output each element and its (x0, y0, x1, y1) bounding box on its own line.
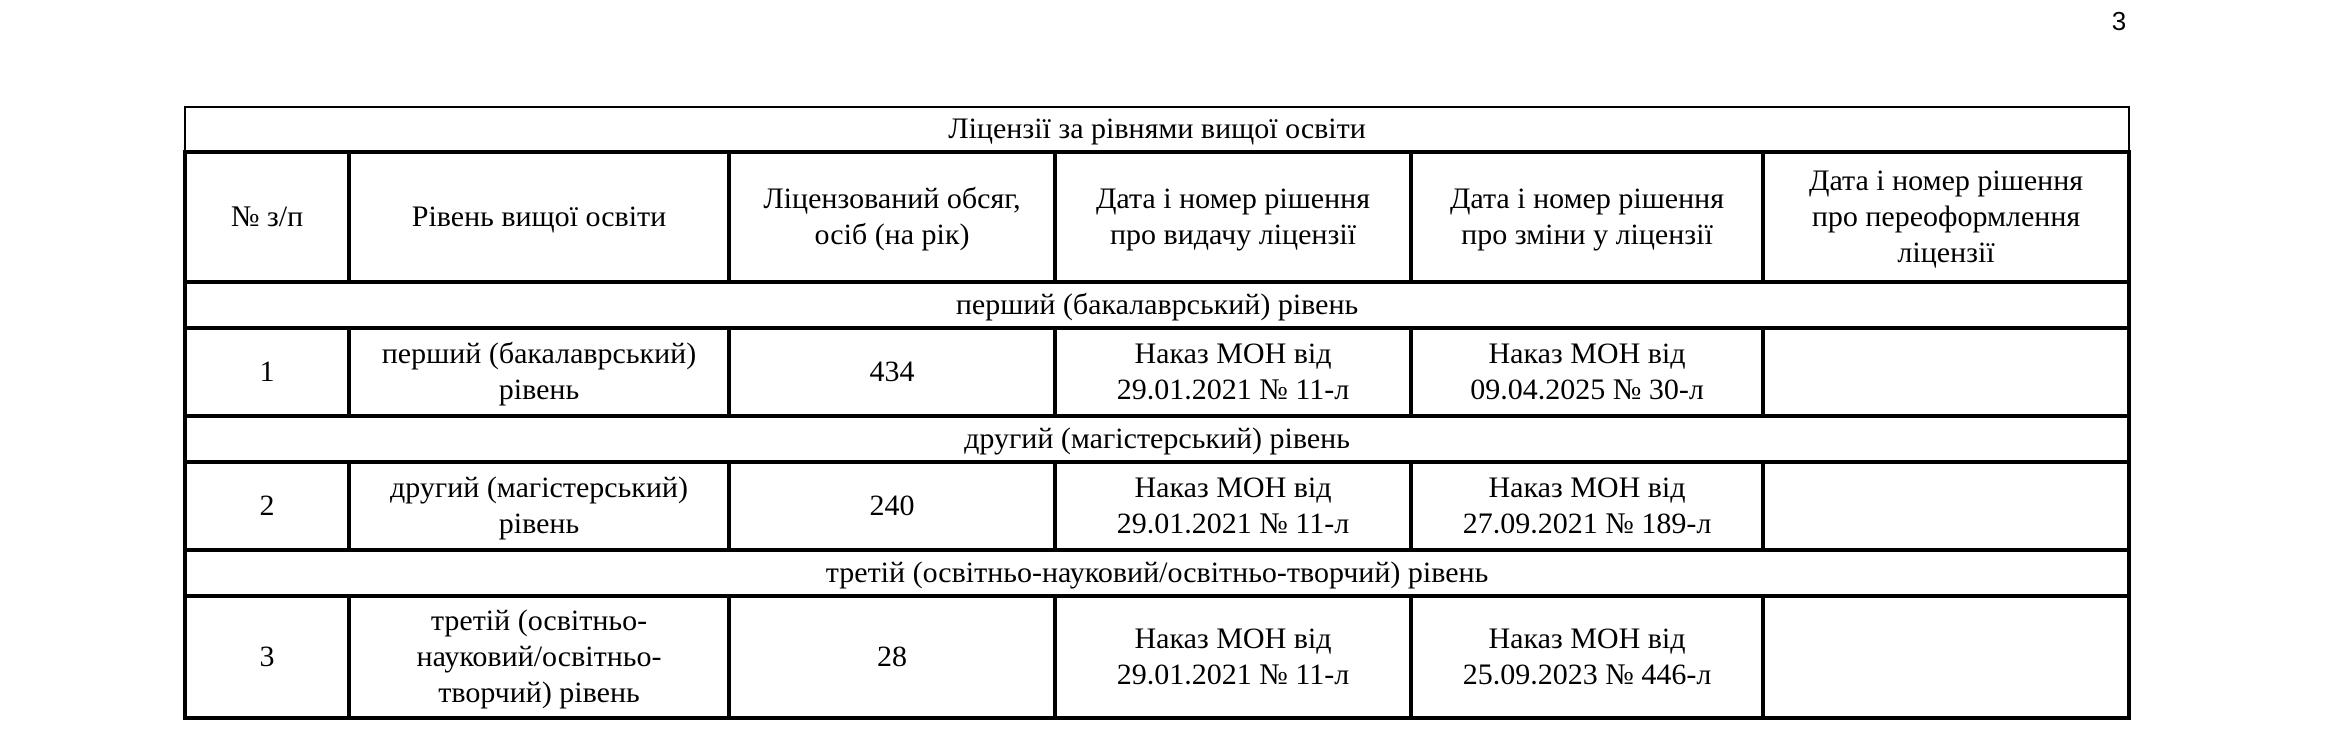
row-changes (1411, 328, 1763, 416)
row-reissue (1763, 596, 2129, 718)
table-title: Ліцензії за рівнями вищої освіти (185, 107, 2129, 152)
table-row (185, 462, 2129, 550)
row-changes-line2: 25.09.2023 № 446-л (1462, 658, 1712, 691)
row-changes (1411, 596, 1763, 718)
row-volume: 240 (729, 462, 1055, 550)
row-issue-line2: 29.01.2021 № 11-л (1116, 507, 1350, 540)
row-num: 3 (185, 596, 349, 718)
row-issue-line1: Наказ МОН від (1134, 337, 1332, 370)
row-issue (1055, 328, 1411, 416)
row-issue-line2: 29.01.2021 № 11-л (1116, 373, 1350, 406)
header-changes: Дата і номер рішення про зміни у ліцензії (1411, 152, 1763, 282)
section-title-master: другий (магістерський) рівень (185, 416, 2129, 462)
table-row (185, 596, 2129, 718)
row-issue (1055, 596, 1411, 718)
row-changes-line1: Наказ МОН від (1488, 337, 1686, 370)
header-issue: Дата і номер рішення про видачу ліцензії (1055, 152, 1411, 282)
licenses-table (183, 106, 2131, 720)
row-num: 1 (185, 328, 349, 416)
row-num: 2 (185, 462, 349, 550)
header-reissue: Дата і номер рішення про переоформлення ліцензії (1763, 152, 2129, 282)
header-volume: Ліцензований обсяг, осіб (на рік) (729, 152, 1055, 282)
table-row (185, 328, 2129, 416)
row-issue-line1: Наказ МОН від (1134, 622, 1332, 655)
row-changes-line2: 27.09.2021 № 189-л (1462, 507, 1712, 540)
row-volume: 28 (729, 596, 1055, 718)
row-changes-line2: 09.04.2025 № 30-л (1470, 373, 1704, 406)
row-level: перший (бакалаврський) рівень (349, 328, 729, 416)
header-num: № з/п (185, 152, 349, 282)
row-level: третій (освітньо-науковий/освітньо-творчий) рівень (349, 596, 729, 718)
row-reissue (1763, 328, 2129, 416)
section-title-phd: третій (освітньо-науковий/освітньо-творчий) рівень (185, 550, 2129, 596)
row-volume: 434 (729, 328, 1055, 416)
row-changes (1411, 462, 1763, 550)
row-issue-line2: 29.01.2021 № 11-л (1116, 658, 1350, 691)
row-changes-line1: Наказ МОН від (1488, 622, 1686, 655)
row-level: другий (магістерський) рівень (349, 462, 729, 550)
row-issue (1055, 462, 1411, 550)
row-issue-line1: Наказ МОН від (1134, 471, 1332, 504)
header-level: Рівень вищої освіти (349, 152, 729, 282)
row-reissue (1763, 462, 2129, 550)
page-number: 3 (2111, 6, 2127, 36)
row-changes-line1: Наказ МОН від (1488, 471, 1686, 504)
section-title-bachelor: перший (бакалаврський) рівень (185, 282, 2129, 328)
